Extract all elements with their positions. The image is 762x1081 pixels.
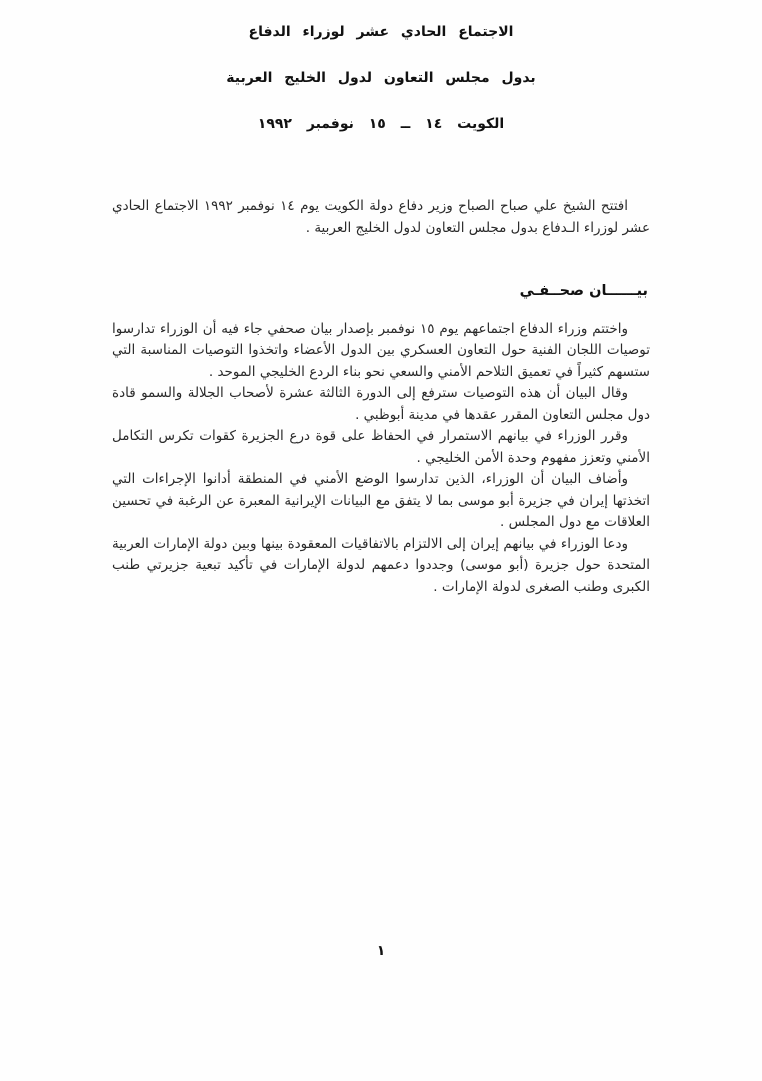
press-release-heading: بيــــــان صحــفـي	[519, 283, 648, 299]
document-title-line1: الاجتماع الحادي عشر لوزراء الدفاع	[248, 24, 514, 40]
document-title-line2: بدول مجلس التعاون لدول الخليج العربية	[226, 70, 536, 86]
document-body	[112, 196, 650, 598]
intro-paragraph: افتتح الشيخ علي صباح الصباح وزير دفاع دولة الكويت يوم ١٤ نوفمبر ١٩٩٢ الاجتماع الحادي عشر لوزراء الـدفاع بدول مجلس التعاون لدول الخليج العربية .	[112, 198, 650, 236]
title-block	[0, 0, 762, 134]
body-paragraph-5: ودعا الوزراء في بيانهم إيران إلى الالتزام بالاتفاقيات المعقودة بينها وبين دولة الإمارات العربية المتحدة حول جزيرة (أبو موسى) وجددوا دعمهم لدولة الإمارات في تأكيد تبعية جزيرتي طنب الكبرى وطنب الصغرى لدولة الإمارات .	[112, 535, 650, 595]
page-number: ١	[376, 943, 386, 959]
body-paragraph-1: واختتم وزراء الدفاع اجتماعهم يوم ١٥ نوفمبر بإصدار بيان صحفي جاء فيه أن الوزراء تدارسوا توصيات اللجان الفنية حول التعاون العسكري بين الدول الأعضاء واتخذوا التوصيات المناسبة التي ستسهم كثيراً في تعميق التلاحم الأمني والسعي نحو بناء الردع الخليجي الموحد .	[112, 320, 650, 380]
document-title-dates: الكويت ١٤ ــ ١٥ نوفمبر ١٩٩٢	[257, 116, 505, 132]
body-paragraph-2: وقال البيان أن هذه التوصيات سترفع إلى الدورة الثالثة عشرة لأصحاب الجلالة والسمو قادة دول مجلس التعاون المقرر عقدها في مدينة أبوظبي .	[112, 385, 650, 423]
body-paragraph-3: وقرر الوزراء في بيانهم الاستمرار في الحفاظ على قوة درع الجزيرة كقوات تكرس التكامل الأمني وتعزز مفهوم وحدة الأمن الخليجي .	[112, 428, 650, 466]
body-paragraph-4: وأضاف البيان أن الوزراء، الذين تدارسوا الوضع الأمني في المنطقة أدانوا الإجراءات التي اتخذتها إيران في جزيرة أبو موسى بما لا يتفق مع البيانات الإيرانية المعبرة عن الرغبة في تحسين العلاقات مع دول المجلس .	[112, 471, 650, 530]
